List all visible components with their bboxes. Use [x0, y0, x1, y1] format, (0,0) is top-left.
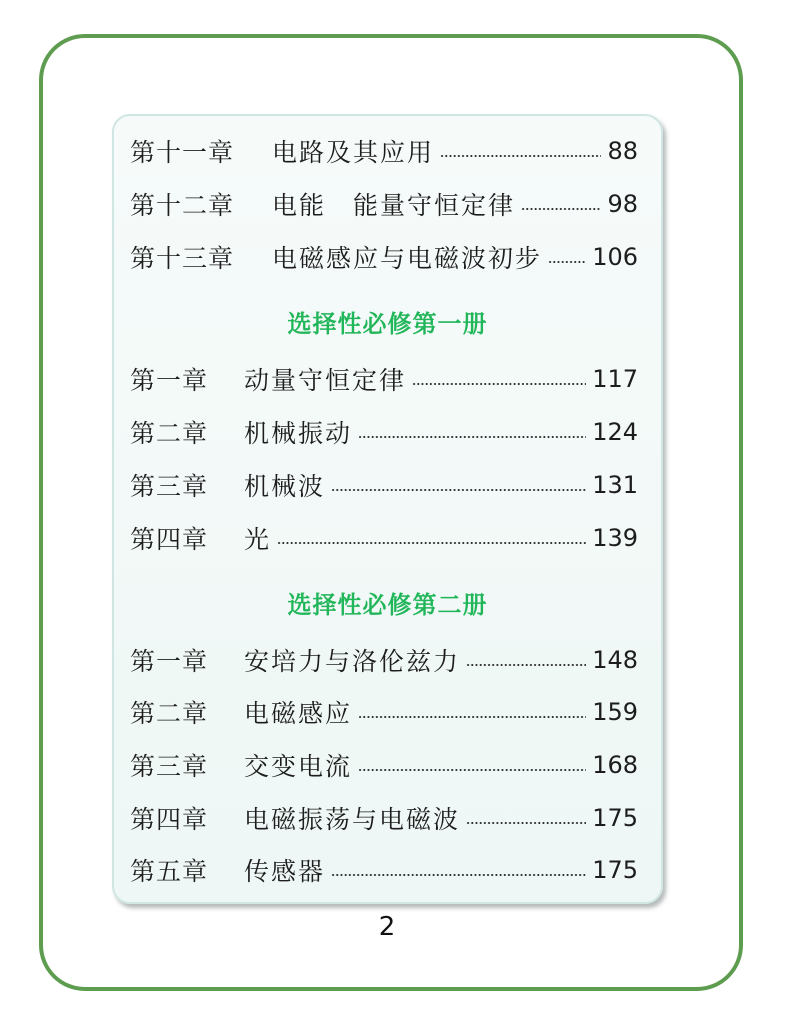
- chapter-title: 光: [244, 525, 272, 554]
- toc-entry[interactable]: [130, 640, 638, 680]
- page-number: 159: [592, 698, 638, 726]
- chapter-label: 第四章: [130, 805, 209, 834]
- dot-leader: [466, 822, 586, 824]
- toc-entry[interactable]: [130, 798, 638, 838]
- chapter-label: 第一章: [130, 366, 209, 395]
- chapter-title: 动量守恒定律: [244, 366, 407, 395]
- page-number: 175: [592, 804, 638, 832]
- toc-entry[interactable]: [130, 850, 638, 890]
- chapter-title: 电磁振荡与电磁波: [244, 805, 461, 834]
- toc-entry[interactable]: [130, 745, 638, 785]
- page-number: 124: [592, 418, 638, 446]
- chapter-title: 机械振动: [244, 419, 353, 448]
- chapter-label: 第二章: [130, 699, 209, 728]
- dot-leader: [521, 208, 601, 210]
- table-of-contents-panel: [112, 114, 663, 904]
- chapter-label: 第二章: [130, 419, 209, 448]
- chapter-label: 第四章: [130, 525, 209, 554]
- dot-leader: [358, 716, 586, 718]
- chapter-label: 第三章: [130, 752, 209, 781]
- page-number: 106: [592, 243, 638, 271]
- chapter-label: 第十一章: [130, 138, 235, 167]
- chapter-label: 第三章: [130, 472, 209, 501]
- page-number: 131: [592, 471, 638, 499]
- page-number: 139: [592, 524, 638, 552]
- chapter-title: 传感器: [244, 857, 326, 886]
- toc-entry[interactable]: [130, 359, 638, 399]
- section-heading-elective-book-2: 选择性必修第二册: [287, 591, 488, 619]
- dot-leader: [331, 874, 586, 876]
- chapter-label: 第五章: [130, 857, 209, 886]
- chapter-label: 第十二章: [130, 191, 235, 220]
- dot-leader: [548, 261, 586, 263]
- dot-leader: [440, 155, 601, 157]
- dot-leader: [358, 769, 586, 771]
- chapter-title: 机械波: [244, 472, 326, 501]
- chapter-label: 第十三章: [130, 244, 235, 273]
- toc-entry[interactable]: [130, 518, 638, 558]
- chapter-title: 电磁感应: [244, 699, 353, 728]
- toc-entry[interactable]: [130, 237, 638, 277]
- page-number: 175: [592, 856, 638, 884]
- chapter-title: 电能 能量守恒定律: [272, 191, 516, 220]
- toc-entry[interactable]: [130, 184, 638, 224]
- page-number: 117: [592, 365, 638, 393]
- toc-entry[interactable]: [130, 412, 638, 452]
- chapter-label: 第一章: [130, 647, 209, 676]
- page-number: 88: [607, 137, 638, 165]
- dot-leader: [466, 664, 586, 666]
- dot-leader: [331, 489, 586, 491]
- dot-leader: [277, 542, 586, 544]
- dot-leader: [358, 436, 586, 438]
- page-number: 148: [592, 646, 638, 674]
- page-number: 98: [607, 190, 638, 218]
- chapter-title: 安培力与洛伦兹力: [244, 647, 461, 676]
- page-number: 168: [592, 751, 638, 779]
- toc-entry[interactable]: [130, 465, 638, 505]
- chapter-title: 电磁感应与电磁波初步: [272, 244, 543, 273]
- footer-page-number: 2: [378, 912, 396, 942]
- dot-leader: [412, 383, 586, 385]
- toc-entry[interactable]: [130, 692, 638, 732]
- section-heading-elective-book-1: 选择性必修第一册: [287, 310, 488, 338]
- chapter-title: 电路及其应用: [272, 138, 435, 167]
- toc-entry[interactable]: [130, 131, 638, 171]
- chapter-title: 交变电流: [244, 752, 353, 781]
